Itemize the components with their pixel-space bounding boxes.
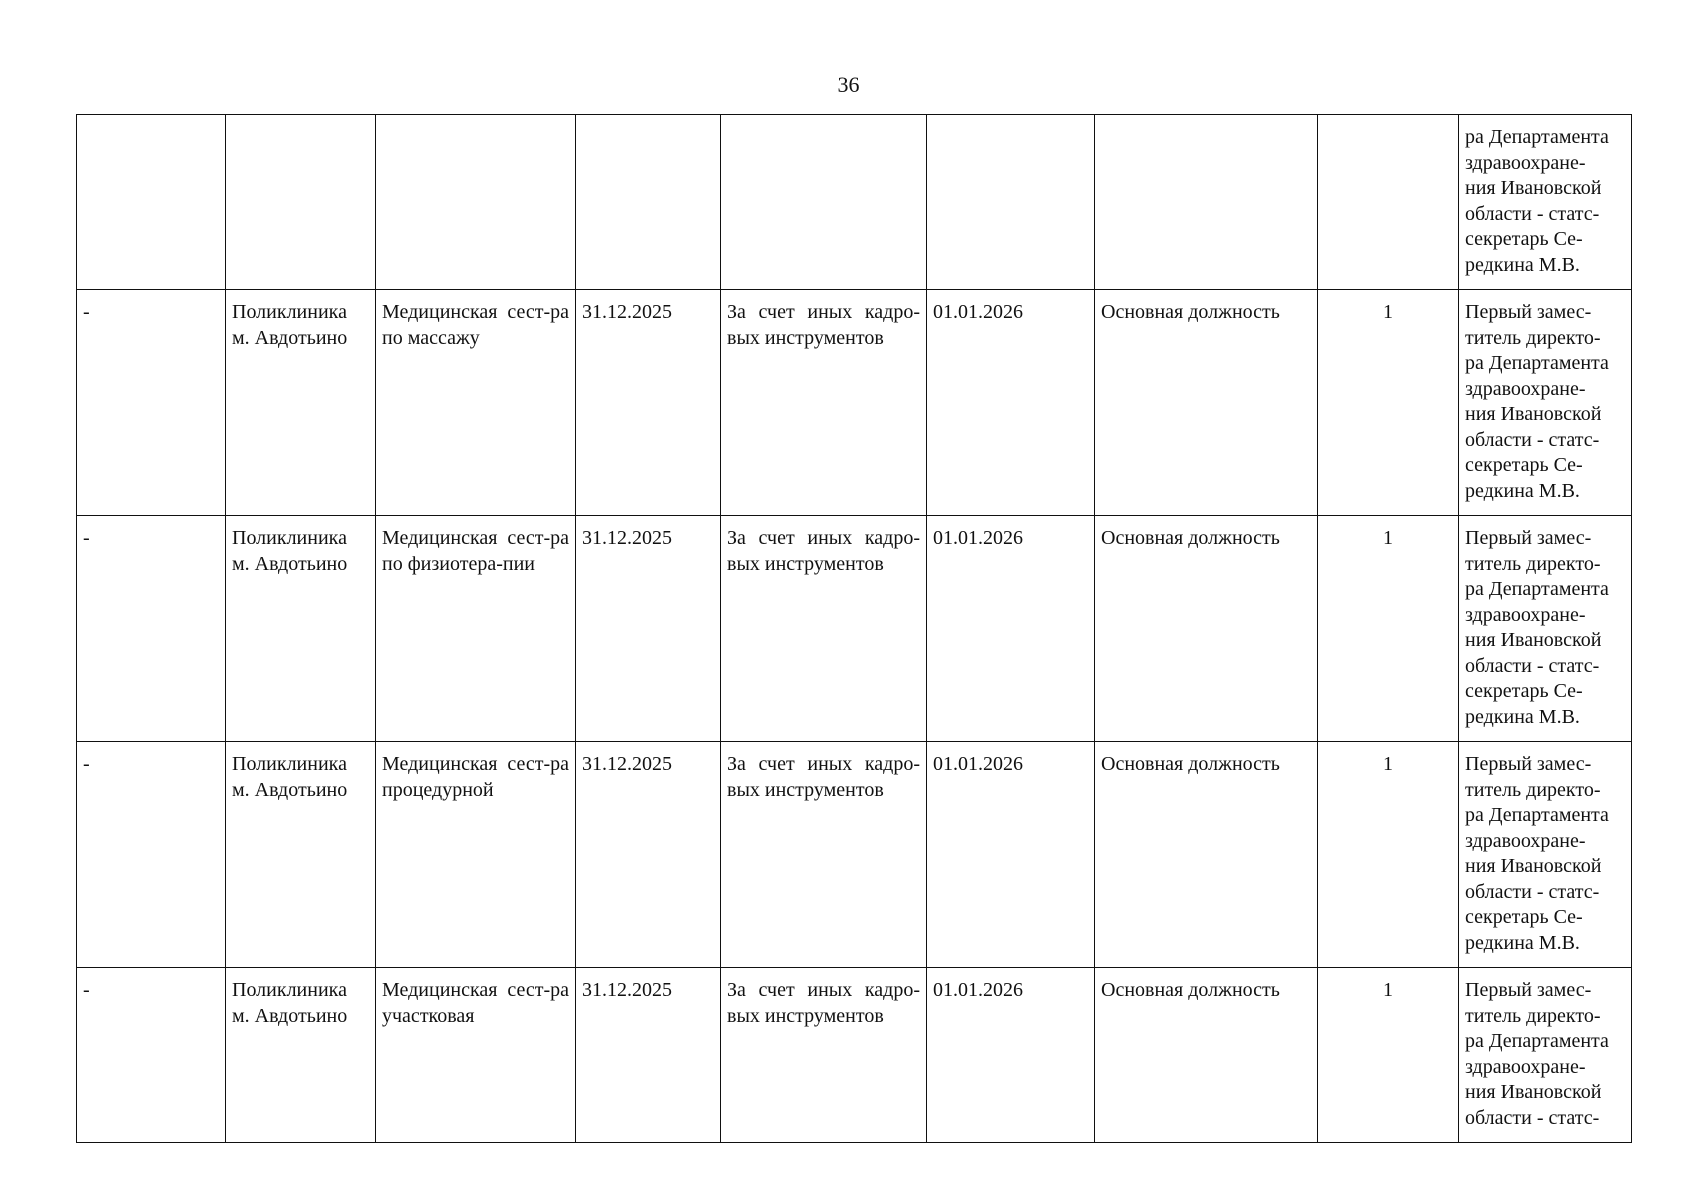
source-cell [721,742,927,968]
count-cell [1318,115,1459,290]
organization: Поликлиника м. Авдотьино [232,527,348,575]
deadline: 31.12.2025 [582,979,672,1001]
organization-cell [226,742,376,968]
start-date-cell [927,968,1095,1143]
start-date-cell [927,742,1095,968]
organization-cell [226,516,376,742]
row-number: - [83,979,90,1001]
responsible-cell [1459,968,1632,1143]
position-type: Основная должность [1101,979,1280,1001]
count: 1 [1383,979,1393,1001]
row-number-cell [77,968,226,1143]
row-number: - [83,527,90,549]
deadline-cell [576,516,721,742]
responsible: Первый замес- титель директо- ра Департамента здравоохране- ния Ивановской области - статс- секретарь Се- редкина М.В. [1465,753,1609,954]
organization-cell [226,968,376,1143]
position-type-cell [1095,516,1318,742]
deadline-cell [576,742,721,968]
row-number-cell [77,516,226,742]
position: Медицинская сест-ра по массажу [382,301,569,349]
position-type-cell [1095,968,1318,1143]
count-cell [1318,968,1459,1143]
organization: Поликлиника м. Авдотьино [232,301,348,349]
start-date-cell [927,290,1095,516]
count: 1 [1383,527,1393,549]
position-cell [376,742,576,968]
responsible-cell [1459,290,1632,516]
source: За счет иных кадро-вых инструментов [727,753,920,801]
row-number: - [83,753,90,775]
organization: Поликлиника м. Авдотьино [232,753,348,801]
source-cell [721,290,927,516]
table-row [77,115,1632,290]
source-cell [721,516,927,742]
start-date: 01.01.2026 [933,527,1023,549]
staffing-table [76,114,1632,1143]
position-cell [376,115,576,290]
row-number-cell [77,290,226,516]
table-row [77,516,1632,742]
table-row [77,968,1632,1143]
responsible-cell [1459,742,1632,968]
table-row [77,742,1632,968]
deadline-cell [576,290,721,516]
count: 1 [1383,301,1393,323]
position: Медицинская сест-ра по физиотера-пии [382,527,569,575]
responsible-cell [1459,115,1632,290]
count-cell [1318,290,1459,516]
organization-cell [226,290,376,516]
position-cell [376,516,576,742]
start-date: 01.01.2026 [933,753,1023,775]
start-date: 01.01.2026 [933,301,1023,323]
position: Медицинская сест-ра участковая [382,979,569,1027]
table-row [77,290,1632,516]
position: Медицинская сест-ра процедурной [382,753,569,801]
start-date-cell [927,516,1095,742]
deadline: 31.12.2025 [582,753,672,775]
deadline: 31.12.2025 [582,527,672,549]
count: 1 [1383,753,1393,775]
start-date: 01.01.2026 [933,979,1023,1001]
deadline-cell [576,115,721,290]
position-type: Основная должность [1101,527,1280,549]
organization-cell [226,115,376,290]
organization: Поликлиника м. Авдотьино [232,979,348,1027]
source: За счет иных кадро-вых инструментов [727,527,920,575]
responsible: Первый замес- титель директо- ра Департамента здравоохране- ния Ивановской области - статс- секретарь Се- редкина М.В. [1465,301,1609,502]
source: За счет иных кадро-вых инструментов [727,979,920,1027]
count-cell [1318,742,1459,968]
position-cell [376,290,576,516]
responsible-cell [1459,516,1632,742]
source: За счет иных кадро-вых инструментов [727,301,920,349]
position-type-cell [1095,290,1318,516]
source-cell [721,968,927,1143]
page-number: 36 [837,72,860,97]
start-date-cell [927,115,1095,290]
source-cell [721,115,927,290]
position-type: Основная должность [1101,301,1280,323]
deadline: 31.12.2025 [582,301,672,323]
responsible: ра Департамента здравоохране- ния Ивановской области - статс- секретарь Се- редкина М.В. [1465,126,1609,276]
responsible: Первый замес- титель директо- ра Департамента здравоохране- ния Ивановской области - статс- [1465,979,1609,1129]
position-type-cell [1095,115,1318,290]
responsible: Первый замес- титель директо- ра Департамента здравоохране- ния Ивановской области - статс- секретарь Се- редкина М.В. [1465,527,1609,728]
row-number-cell [77,115,226,290]
position-cell [376,968,576,1143]
deadline-cell [576,968,721,1143]
row-number-cell [77,742,226,968]
count-cell [1318,516,1459,742]
position-type: Основная должность [1101,753,1280,775]
position-type-cell [1095,742,1318,968]
row-number: - [83,301,90,323]
